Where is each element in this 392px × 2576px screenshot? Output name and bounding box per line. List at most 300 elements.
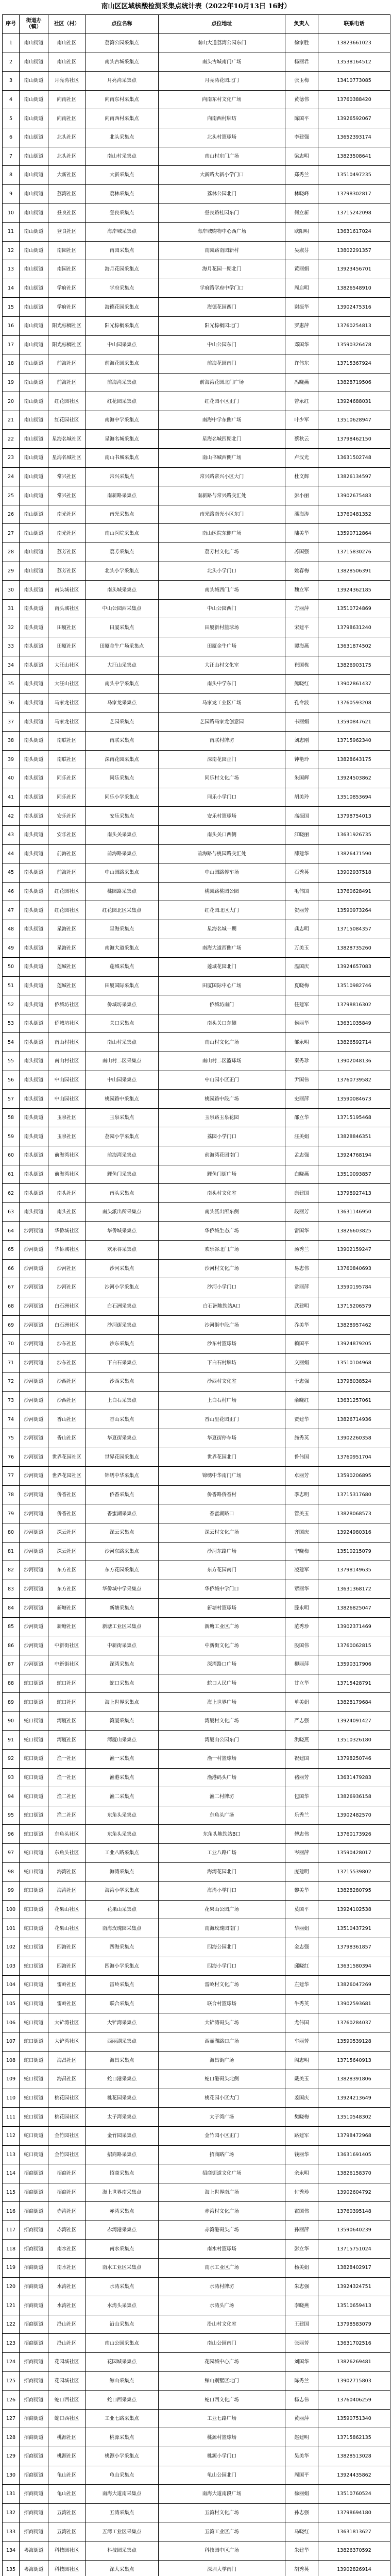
cell-town: 南头街道 (20, 1052, 48, 1071)
cell-phone: 13902937518 (318, 863, 390, 883)
cell-phone: 13802291357 (318, 241, 390, 260)
cell-community: 前海社区 (48, 354, 86, 374)
cell-point-address: 海湾花园北门 (159, 1862, 285, 1882)
table-row (3, 1787, 390, 1806)
cell-index: 80 (3, 1523, 20, 1542)
cell-contact-person: 许伟东 (285, 354, 318, 374)
table-row (3, 2032, 390, 2051)
cell-contact-person: 马晓红 (285, 2522, 318, 2541)
cell-point-name: 湾厦山采集点 (86, 1731, 159, 1750)
cell-town: 蛇口街道 (20, 1994, 48, 2013)
cell-town: 蛇口街道 (20, 1768, 48, 1787)
cell-index: 118 (3, 2240, 20, 2259)
cell-town: 沙河街道 (20, 1599, 48, 1618)
cell-index: 98 (3, 1862, 20, 1882)
cell-index: 77 (3, 1467, 20, 1486)
cell-phone: 13924688031 (318, 392, 390, 411)
cell-community: 沙东社区 (48, 1334, 86, 1353)
cell-phone: 13631368172 (318, 1580, 390, 1599)
table-row (3, 1542, 390, 1561)
cell-contact-person: 邱晓红 (285, 1957, 318, 1976)
cell-town: 南山街道 (20, 354, 48, 374)
cell-point-address: 赤湾港码头广场 (159, 2221, 285, 2240)
cell-community: 桃花园社区 (48, 2089, 86, 2108)
header-contact-person: 负责人 (285, 15, 318, 34)
cell-community: 向南社区 (48, 109, 86, 128)
cell-community: 侨香社区 (48, 1504, 86, 1523)
cell-community: 渔一社区 (48, 1768, 86, 1787)
cell-index: 45 (3, 863, 20, 883)
cell-contact-person: 康建国 (285, 1184, 318, 1203)
cell-community: 世界花园社区 (48, 1467, 86, 1486)
cell-community: 科技园社区 (48, 2560, 86, 2576)
table-row (3, 543, 390, 562)
cell-point-name: 中山公园西采集点 (86, 599, 159, 618)
cell-point-address: 阳光棕榈园北门 (159, 316, 285, 335)
table-row (3, 825, 390, 844)
cell-contact-person: 车丽芳 (285, 2032, 318, 2051)
cell-community: 华侨城社区 (48, 1222, 86, 1241)
cell-contact-person: 毛伟国 (285, 882, 318, 901)
cell-town: 南头街道 (20, 844, 48, 863)
cell-index: 13 (3, 260, 20, 279)
cell-town: 沙河街道 (20, 1222, 48, 1241)
table-row (3, 1297, 390, 1316)
cell-contact-person: 尹国伟 (285, 1071, 318, 1090)
cell-town: 蛇口街道 (20, 1731, 48, 1750)
cell-point-name: 五湾采集点 (86, 2503, 159, 2522)
cell-community: 前海湾社区 (48, 1146, 86, 1165)
cell-index: 44 (3, 844, 20, 863)
cell-community: 莲城社区 (48, 958, 86, 977)
cell-point-address: 香山里花园正门 (159, 1410, 285, 1429)
cell-index: 68 (3, 1297, 20, 1316)
cell-index: 83 (3, 1580, 20, 1599)
cell-town: 沙河街道 (20, 1372, 48, 1392)
cell-community: 蛇口社区 (48, 1693, 86, 1712)
cell-index: 110 (3, 2089, 20, 2108)
table-row (3, 976, 390, 995)
cell-point-name: 花果山采集点 (86, 1900, 159, 1919)
cell-phone: 13590084673 (318, 1090, 390, 1109)
cell-community: 中山园社区 (48, 1071, 86, 1090)
cell-point-name: 鲸山采集点 (86, 2371, 159, 2391)
cell-community: 南水社区 (48, 2240, 86, 2259)
cell-community: 沙西社区 (48, 1391, 86, 1410)
cell-contact-person: 路建军 (285, 2126, 318, 2145)
table-row (3, 1259, 390, 1278)
cell-point-name: 工业七路采集点 (86, 2409, 159, 2428)
cell-town: 蛇口街道 (20, 2126, 48, 2145)
table-row (3, 1410, 390, 1429)
cell-town: 南头街道 (20, 863, 48, 883)
cell-contact-person: 何立新 (285, 204, 318, 223)
table-row (3, 2296, 390, 2315)
table-header-row (3, 15, 390, 34)
cell-community: 五湾社区 (48, 2522, 86, 2541)
cell-point-name: 四海采集点 (86, 1938, 159, 1957)
cell-phone: 13538164512 (318, 53, 390, 72)
cell-community: 中新街社区 (48, 1636, 86, 1655)
cell-phone: 13826047269 (318, 1976, 390, 1995)
cell-contact-person: 侯丽华 (285, 1014, 318, 1033)
cell-phone: 13510853694 (318, 788, 390, 807)
cell-phone: 13826603825 (318, 1222, 390, 1241)
cell-contact-person: 罗惠萍 (285, 316, 318, 335)
table-row (3, 449, 390, 468)
cell-phone: 13510093857 (318, 1165, 390, 1184)
cell-contact-person: 单美娟 (285, 1693, 318, 1712)
cell-point-name: 东角头采集点 (86, 1806, 159, 1825)
cell-index: 26 (3, 505, 20, 524)
cell-town: 蛇口街道 (20, 1957, 48, 1976)
cell-point-address: 南山医院东侧广场 (159, 524, 285, 543)
table-row (3, 1033, 390, 1052)
cell-town: 南头街道 (20, 807, 48, 826)
cell-contact-person: 陈国平 (285, 109, 318, 128)
cell-town: 南头街道 (20, 1202, 48, 1222)
cell-phone: 13590539128 (318, 2032, 390, 2051)
cell-phone: 13510628947 (318, 411, 390, 430)
cell-community: 南头社区 (48, 1202, 86, 1222)
table-row (3, 1862, 390, 1882)
cell-phone: 13924657083 (318, 958, 390, 977)
cell-contact-person: 贺丽芳 (285, 901, 318, 920)
cell-town: 沙河街道 (20, 1636, 48, 1655)
cell-town: 招商街道 (20, 2466, 48, 2485)
page-title: 南山区区域核酸检测采集点统计表（2022年10月13日 16时） (101, 3, 291, 10)
table-row (3, 1071, 390, 1090)
cell-point-name: 锦绣中华采集点 (86, 1467, 159, 1486)
cell-point-name: 龟山采集点 (86, 2466, 159, 2485)
cell-phone: 13631874502 (318, 637, 390, 656)
cell-community: 深云社区 (48, 1523, 86, 1542)
cell-phone: 13510437291 (318, 1919, 390, 1938)
cell-point-address: 湾厦村文化广场 (159, 1711, 285, 1731)
cell-community: 桃源社区 (48, 2447, 86, 2466)
cell-point-name: 大汪山采集点 (86, 656, 159, 675)
cell-town: 沙河街道 (20, 1467, 48, 1486)
cell-phone: 13798694180 (318, 2503, 390, 2522)
cell-point-address: 安乐村篮球场 (159, 807, 285, 826)
cell-phone: 13798472968 (318, 2126, 390, 2145)
cell-phone: 13826370592 (318, 2541, 390, 2560)
cell-town: 南山街道 (20, 166, 48, 185)
cell-index: 23 (3, 449, 20, 468)
cell-point-name: 北头小学采集点 (86, 562, 159, 581)
cell-phone: 13590751340 (318, 2409, 390, 2428)
cell-phone: 13590195784 (318, 1278, 390, 1297)
cell-index: 70 (3, 1334, 20, 1353)
cell-community: 招商社区 (48, 2164, 86, 2183)
cell-phone: 13826825047 (318, 1599, 390, 1618)
cell-point-address: 南海玫瑰园南门 (159, 1919, 285, 1938)
cell-index: 24 (3, 467, 20, 486)
cell-point-address: 花园城中心广场 (159, 2353, 285, 2372)
cell-point-address: 荔园小学门口 (159, 1127, 285, 1146)
cell-index: 14 (3, 279, 20, 298)
cell-phone: 13828506391 (318, 562, 390, 581)
cell-contact-person: 吴美华 (285, 2447, 318, 2466)
cell-point-name: 海湾采集点 (86, 1862, 159, 1882)
cell-point-name: 赤湾采集点 (86, 2202, 159, 2221)
cell-index: 92 (3, 1750, 20, 1769)
cell-contact-person: 邵立华 (285, 1108, 318, 1127)
cell-contact-person: 任建军 (285, 995, 318, 1014)
cell-contact-person: 姜国庆 (285, 2089, 318, 2108)
cell-phone: 13826158370 (318, 2164, 390, 2183)
cell-index: 55 (3, 1052, 20, 1071)
cell-phone: 13826471590 (318, 844, 390, 863)
cell-community: 雷岭社区 (48, 1994, 86, 2013)
cell-index: 11 (3, 222, 20, 241)
cell-point-address: 沙河村文化广场 (159, 1259, 285, 1278)
cell-phone: 13798927413 (318, 1184, 390, 1203)
cell-town: 粤海街道 (20, 2560, 48, 2576)
table-row (3, 1485, 390, 1504)
cell-community: 登良社区 (48, 204, 86, 223)
cell-point-address: 南山大道荔湾公园东门 (159, 34, 285, 53)
table-row (3, 1674, 390, 1693)
cell-phone: 13924768194 (318, 1146, 390, 1165)
cell-town: 招商街道 (20, 2315, 48, 2334)
cell-contact-person: 武建明 (285, 1297, 318, 1316)
table-row (3, 1334, 390, 1353)
cell-index: 72 (3, 1372, 20, 1392)
cell-point-name: 蛇口港采集点 (86, 2070, 159, 2089)
cell-point-name: 田厦国际采集点 (86, 976, 159, 995)
cell-community: 四海社区 (48, 1957, 86, 1976)
cell-point-name: 南头古城采集点 (86, 53, 159, 72)
table-row (3, 995, 390, 1014)
table-row (3, 2371, 390, 2391)
cell-point-name: 同乐小学采集点 (86, 788, 159, 807)
cell-community: 马家龙社区 (48, 713, 86, 732)
cell-point-name: 海昌采集点 (86, 2051, 159, 2070)
cell-contact-person: 欧阳明 (285, 222, 318, 241)
cell-contact-person: 白晓燕 (285, 1165, 318, 1184)
cell-point-name: 南头城采集点 (86, 581, 159, 600)
cell-point-address: 星海名城四期北门 (159, 430, 285, 449)
cell-community: 中山园社区 (48, 1090, 86, 1109)
cell-phone: 13924980316 (318, 1523, 390, 1542)
cell-index: 111 (3, 2108, 20, 2127)
cell-town: 南头街道 (20, 675, 48, 694)
cell-town: 南山街道 (20, 562, 48, 581)
table-row (3, 1882, 390, 1901)
cell-index: 61 (3, 1165, 20, 1184)
cell-index: 7 (3, 147, 20, 166)
cell-index: 85 (3, 1617, 20, 1636)
table-row (3, 901, 390, 920)
cell-phone: 13826714936 (318, 1410, 390, 1429)
table-row (3, 844, 390, 863)
cell-phone: 13715539802 (318, 1862, 390, 1882)
cell-point-name: 四海小学采集点 (86, 1957, 159, 1976)
cell-contact-person: 钟艳玲 (285, 750, 318, 769)
cell-community: 阳光棕榈社区 (48, 316, 86, 335)
cell-point-name: 前海湾采集点 (86, 1146, 159, 1165)
table-row (3, 2541, 390, 2560)
cell-community: 水湾社区 (48, 2277, 86, 2296)
cell-index: 12 (3, 241, 20, 260)
cell-contact-person: 姚春梅 (285, 562, 318, 581)
cell-town: 蛇口街道 (20, 1900, 48, 1919)
cell-phone: 13760593208 (318, 693, 390, 713)
cell-point-name: 深南花园采集点 (86, 750, 159, 769)
cell-point-address: 中新街文化广场 (159, 1636, 285, 1655)
cell-point-name: 艺园采集点 (86, 713, 159, 732)
table-row (3, 2126, 390, 2145)
cell-community: 赤湾社区 (48, 2202, 86, 2221)
cell-point-address: 桃源小学门口 (159, 2447, 285, 2466)
cell-community: 前海社区 (48, 844, 86, 863)
cell-community: 登良社区 (48, 222, 86, 241)
table-row (3, 467, 390, 486)
cell-community: 阳光棕榈社区 (48, 335, 86, 354)
cell-point-name: 南园采集点 (86, 241, 159, 260)
cell-town: 南头街道 (20, 920, 48, 939)
cell-point-name: 田厦金牛广场采集点 (86, 637, 159, 656)
cell-index: 53 (3, 1014, 20, 1033)
cell-index: 9 (3, 184, 20, 204)
cell-index: 3 (3, 72, 20, 91)
cell-contact-person: 文丽娟 (285, 1353, 318, 1372)
cell-town: 招商街道 (20, 2503, 48, 2522)
cell-index: 65 (3, 1241, 20, 1260)
cell-town: 蛇口街道 (20, 2051, 48, 2070)
cell-community: 金竹园社区 (48, 2126, 86, 2145)
table-row (3, 486, 390, 505)
cell-community: 龟山社区 (48, 2466, 86, 2485)
cell-contact-person: 史丽萍 (285, 1090, 318, 1109)
cell-point-name: 沿山采集点 (86, 2315, 159, 2334)
cell-phone: 13631926735 (318, 825, 390, 844)
cell-community: 香山社区 (48, 1410, 86, 1429)
cell-point-address: 雷岭村文化广场 (159, 1976, 285, 1995)
cell-town: 南头街道 (20, 1090, 48, 1109)
cell-community: 东方社区 (48, 1580, 86, 1599)
cell-point-name: 白石洲采集点 (86, 1297, 159, 1316)
cell-contact-person: 魏立军 (285, 581, 318, 600)
table-row (3, 2202, 390, 2221)
cell-town: 蛇口街道 (20, 1862, 48, 1882)
cell-index: 131 (3, 2485, 20, 2504)
cell-contact-person: 华丽娟 (285, 1919, 318, 1938)
cell-phone: 13828846351 (318, 1127, 390, 1146)
cell-community: 桃花园社区 (48, 2108, 86, 2127)
cell-community: 沿山社区 (48, 2334, 86, 2353)
cell-town: 南山街道 (20, 373, 48, 392)
table-row (3, 2315, 390, 2334)
cell-community: 同乐社区 (48, 788, 86, 807)
cell-town: 南山街道 (20, 222, 48, 241)
cell-point-name: 南联采集点 (86, 731, 159, 750)
table-row (3, 750, 390, 769)
cell-town: 南山街道 (20, 411, 48, 430)
cell-phone: 13631691405 (318, 2145, 390, 2164)
cell-index: 73 (3, 1391, 20, 1410)
table-row (3, 1146, 390, 1165)
cell-community: 月亮湾社区 (48, 72, 86, 91)
cell-index: 39 (3, 750, 20, 769)
cell-contact-person: 陆美华 (285, 524, 318, 543)
cell-phone: 13798816302 (318, 995, 390, 1014)
cell-point-address: 玉泉路玉泉花园 (159, 1108, 285, 1127)
cell-contact-person: 卓丽芳 (285, 1467, 318, 1486)
cell-phone: 13828280795 (318, 1882, 390, 1901)
table-row (3, 958, 390, 977)
cell-community: 玉泉社区 (48, 1127, 86, 1146)
cell-point-address: 南头古城南门广场 (159, 53, 285, 72)
cell-index: 48 (3, 920, 20, 939)
cell-point-name: 星海名城采集点 (86, 430, 159, 449)
cell-point-address: 深云村文化广场 (159, 1523, 285, 1542)
cell-point-address: 赤湾村文化广场 (159, 2202, 285, 2221)
cell-community: 南头社区 (48, 1184, 86, 1203)
cell-contact-person: 赵建明 (285, 2428, 318, 2447)
cell-point-name: 中山园路采集点 (86, 863, 159, 883)
cell-phone: 13760739582 (318, 1071, 390, 1090)
cell-point-address: 向南西村牌坊 (159, 109, 285, 128)
cell-phone: 13828719506 (318, 373, 390, 392)
cell-point-name: 东方花园采集点 (86, 1561, 159, 1580)
cell-town: 南头街道 (20, 1014, 48, 1033)
cell-town: 蛇口街道 (20, 2032, 48, 2051)
cell-community: 南联社区 (48, 731, 86, 750)
cell-contact-person: 贾建华 (285, 1410, 318, 1429)
cell-index: 50 (3, 958, 20, 977)
cell-index: 103 (3, 1957, 20, 1976)
cell-contact-person: 石秀英 (285, 863, 318, 883)
cell-point-address: 大汪山村文化室 (159, 656, 285, 675)
cell-point-name: 工业八路采集点 (86, 1844, 159, 1863)
cell-phone: 13510326180 (318, 1731, 390, 1750)
cell-community: 东方社区 (48, 1561, 86, 1580)
cell-town: 蛇口街道 (20, 1825, 48, 1844)
cell-contact-person: 鲁伟国 (285, 1448, 318, 1467)
cell-point-address: 南头派出所东侧 (159, 1202, 285, 1222)
cell-phone: 13760406259 (318, 2391, 390, 2410)
cell-phone: 13826548910 (318, 279, 390, 298)
cell-contact-person: 牛秀英 (285, 1994, 318, 2013)
cell-town: 南山街道 (20, 204, 48, 223)
cell-point-address: 龟山公园北门 (159, 2466, 285, 2485)
cell-phone: 13924102538 (318, 1900, 390, 1919)
cell-index: 109 (3, 2070, 20, 2089)
cell-phone: 13510548302 (318, 2108, 390, 2127)
cell-point-address: 南水工业区广场 (159, 2259, 285, 2278)
cell-index: 132 (3, 2503, 20, 2522)
cell-phone: 13924091427 (318, 1711, 390, 1731)
cell-phone: 13902675483 (318, 486, 390, 505)
cell-point-name: 红花园北区采集点 (86, 901, 159, 920)
cell-phone: 13798361857 (318, 1938, 390, 1957)
cell-index: 128 (3, 2428, 20, 2447)
cell-town: 南头街道 (20, 637, 48, 656)
table-row (3, 1448, 390, 1467)
cell-point-address: 南海大道西侧广场 (159, 939, 285, 958)
cell-phone: 13798631240 (318, 618, 390, 637)
cell-community: 前海湾社区 (48, 1165, 86, 1184)
cell-point-address: 南海中学东侧广场 (159, 411, 285, 430)
table-row (3, 109, 390, 128)
cell-point-name: 桃园路中采集点 (86, 1090, 159, 1109)
cell-community: 学府社区 (48, 279, 86, 298)
cell-phone: 13631502748 (318, 449, 390, 468)
cell-point-address: 沙河小学门口 (159, 1278, 285, 1297)
cell-point-name: 新塘工业区采集点 (86, 1617, 159, 1636)
